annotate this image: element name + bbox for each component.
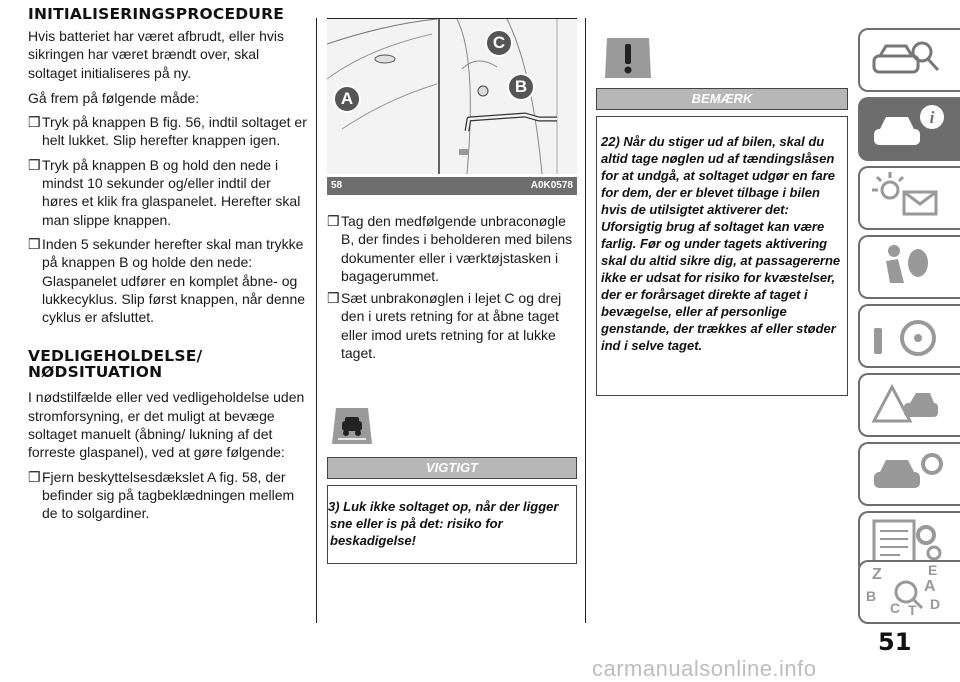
figure-caption-bar [327,177,577,195]
middle-column [327,212,577,362]
notice-text-note: 22) Når du stiger ud af bilen, skal du altid tage nøglen ud af tændingslåsen for at undgå, at soltaget udgør en fare for dem, der er blevet tilbage i bilen hvis de utilsigtet aktiverer det: Uforsigtig brug af soltaget kan være farlig. Før og under tagets aktivering skal du altid sikre dig, at passagererne ikke er udsat for risiko for kvæstelser, der er forårsaget direkte af taget i bevægelse, eller af personlige genstande, der trækkes af eller støder ind i selve taget. [601,134,841,353]
checkbox-bullet-icon: ❒ [28,156,41,173]
car-on-road-icon [330,406,374,446]
warning-lights-icon [860,168,960,228]
index-letter: T [908,602,917,618]
warning-triangle-icon [603,36,653,80]
proceed-paragraph: Gå frem på følgende måde: [28,89,200,106]
tab-car-search[interactable] [858,28,960,92]
checkbox-bullet-icon: ❒ [28,114,41,131]
intro-paragraph: Hvis batteriet har været afbrudt, eller hvis sikringen har været brændt over, skal soltaget initialiseres på ny. [28,28,284,81]
car-service-icon [860,444,960,504]
emergency-steps-list [28,468,310,523]
index-letter: D [930,596,941,612]
emergency-paragraph: I nødstilfælde eller ved vedligeholdelse uden stromforsyning, er det muligt at bevæge soltaget manuelt (åbning/ lukning af det forreste glaspanel), ved at gøre følgende: [28,389,305,461]
watermark-text: carmanualsonline.info [592,656,817,681]
checkbox-bullet-icon: ❒ [28,468,41,485]
column-divider [316,18,317,623]
notice-box-note [596,116,848,396]
key-steering-icon [860,306,960,366]
tab-key-steering[interactable] [858,304,960,368]
checkbox-bullet-icon: ❒ [327,213,340,229]
emergency-steps-continued [327,212,577,362]
notice-heading-note: BEMÆRK [596,88,848,110]
label-b-badge: B [507,73,535,101]
index-letter: E [928,562,938,578]
figure-sunroof-emergency [327,18,577,174]
notice-text-important: 3) Luk ikke soltaget op, når der ligger sne eller is på det: risiko for beskadigelse! [328,499,559,548]
init-steps-list [28,113,310,326]
svg-text:i: i [929,108,935,127]
column-divider [585,18,586,623]
figure-code: A0K0578 [530,180,573,191]
left-column [28,0,310,523]
list-item: ❒ Fjern beskyttelsesdækslet A fig. 58, der befinder sig på tagbeklædningen mellem de to solgardiner. [28,468,295,522]
car-search-icon [860,30,960,90]
list-item: ❒ Tryk på knappen B og hold den nede i mindst 10 sekunder og/eller indtil der høres et klik fra glaspanelet. Herefter skal man slippe knappen. [28,156,301,228]
checkbox-bullet-icon: ❒ [28,235,41,252]
tab-safety[interactable] [858,235,960,299]
tab-car-info[interactable] [858,97,960,161]
page-number: 51 [878,628,912,656]
car-breakdown-icon [860,375,960,435]
notice-box-important [327,485,577,564]
sunroof-illustration [327,19,577,174]
airbag-safety-icon [860,237,960,297]
index-letter: Z [872,566,882,583]
notice-heading-important: VIGTIGT [327,457,577,479]
section-title-maintenance: VEDLIGEHOLDELSE/ NØDSITUATION [28,347,203,382]
car-info-icon [860,99,960,159]
label-a-badge: A [333,85,361,113]
section-title-initialisation: INITIALISERINGSPROCEDURE [28,5,285,23]
figure-number: 58 [331,180,343,191]
list-item: ❒ Inden 5 sekunder herefter skal man trykke på knappen B og holde den nede: Glaspanelet udfører en komplet åbne- og lukkecyklus. Slip først knappen, når denne cyklus er afsluttet. [28,235,306,326]
index-letter: A [924,578,936,595]
list-item: ❒ Tryk på knappen B fig. 56, indtil soltaget er helt lukket. Slip herefter knappen igen. [28,114,307,149]
tab-breakdown[interactable] [858,373,960,437]
index-letter: B [866,588,877,604]
tab-warning-lights[interactable] [858,166,960,230]
index-letter: C [890,600,901,616]
label-c-badge: C [485,29,513,57]
checkbox-bullet-icon: ❒ [327,290,340,307]
list-item: ❒ Sæt unbrakonøglen i lejet C og drej den i urets retning for at åbne taget eller imod urets retning for at lukke taget. [327,290,562,362]
tab-index[interactable] [858,560,960,624]
tab-service[interactable] [858,442,960,506]
list-item: ❒ Tag den medfølgende unbraconøgle B, der findes i beholderen med bilens dokumenter eller i værktøjstasken i bagagerummet. [327,213,573,284]
